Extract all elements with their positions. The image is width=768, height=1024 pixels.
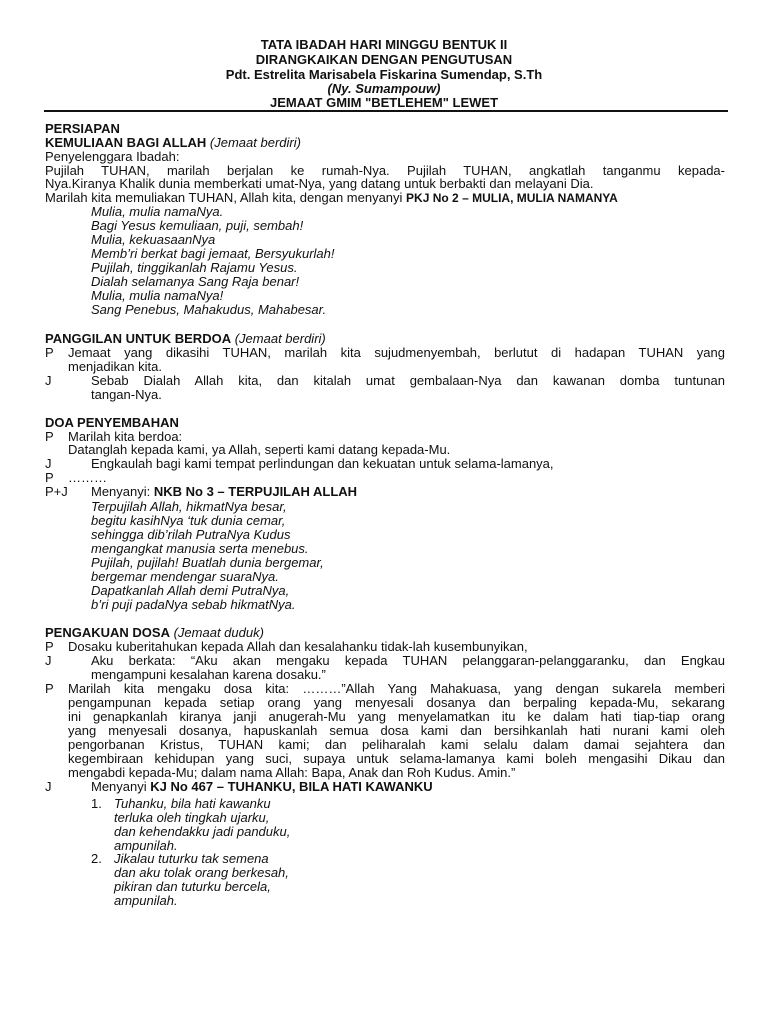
paragraph-line: Marilah kita mengaku dosa kita: ………”Allah Yang Mahakuasa, yang dengan sukarela memberi (68, 681, 725, 696)
speaker-label: Penyelenggara Ibadah: (45, 149, 180, 164)
lyric-line: mengangkat manusia serta menebus. (91, 541, 309, 556)
lyric-line: ampunilah. (114, 838, 178, 853)
section-title-panggilan: PANGGILAN UNTUK BERDOA (Jemaat berdiri) (45, 331, 326, 346)
lyric-line: Tuhanku, bila hati kawanku (114, 796, 271, 811)
paragraph-line: Nya.Kiranya Khalik dunia memberkati umat-Nya, yang datang untuk berbakti dan melayani Dia. (45, 176, 594, 191)
lyric-line: sehingga dib’rilah PutraNya Kudus (91, 527, 291, 542)
role-label-p: P (45, 639, 54, 654)
role-label-p: P (45, 429, 54, 444)
role-label-p: P (45, 681, 54, 696)
paragraph-line: tangan-Nya. (91, 387, 162, 402)
paragraph-line: Engkaulah bagi kami tempat perlindungan dan kekuatan untuk selama-lamanya, (91, 456, 554, 471)
lyric-line: pikiran dan tuturku bercela, (114, 879, 271, 894)
paragraph-line: pengampunan kepada setiap orang yang menyesali dosanya dan berpaling kepada-Mu, sekarang (68, 695, 725, 710)
header-divider (44, 110, 728, 112)
header-line-4: (Ny. Sumampouw) (327, 81, 441, 96)
paragraph-line: Datanglah kepada kami, ya Allah, seperti kami datang kepada-Mu. (68, 442, 451, 457)
verse-number: 2. (91, 851, 102, 866)
role-label-j: J (45, 373, 52, 388)
lyric-line: bergemar mendengar suaraNya. (91, 569, 279, 584)
role-label-j: J (45, 779, 52, 794)
header-line-3: Pdt. Estrelita Marisabela Fiskarina Sumendap, S.Th (225, 67, 543, 82)
lyric-line: begitu kasihNya ‘tuk dunia cemar, (91, 513, 286, 528)
song-announcement: Menyanyi KJ No 467 – TUHANKU, BILA HATI KAWANKU (91, 779, 433, 794)
paragraph-line: ini genapkanlah kiranya janji anugerah-Mu yang menyelamatkan itu ke dalam hati tiap-tiap orang (68, 709, 725, 724)
lyric-line: Mulia, mulia namaNya! (91, 288, 224, 303)
lyric-line: Memb’ri berkat bagi jemaat, Bersyukurlah! (91, 246, 335, 261)
lyric-line: Mulia, mulia namaNya. (91, 204, 224, 219)
lyric-line: dan aku tolak orang berkesah, (114, 865, 289, 880)
paragraph-line: ……… (68, 470, 107, 485)
lyric-line: Dapatkanlah Allah demi PutraNya, (91, 583, 290, 598)
header-line-2: DIRANGKAIKAN DENGAN PENGUTUSAN (255, 52, 513, 67)
paragraph-line: kegembiraan kehidupan yang suci, supaya untuk selama-lamanya kami boleh mengasihi Dikau dan (68, 751, 725, 766)
paragraph-line: Marilah kita berdoa: (68, 429, 183, 444)
header-line-5: JEMAAT GMIM "BETLEHEM" LEWET (269, 95, 499, 110)
lyric-line: ampunilah. (114, 893, 178, 908)
lyric-line: Jikalau tuturku tak semena (114, 851, 269, 866)
paragraph-line: Marilah kita memuliakan TUHAN, Allah kita, dengan menyanyi PKJ No 2 – MULIA, MULIA NAMANYA (45, 190, 618, 205)
lyric-line: Pujilah, tinggikanlah Rajamu Yesus. (91, 260, 298, 275)
paragraph-line: Jemaat yang dikasihi TUHAN, marilah kita sujudmenyembah, berlutut di hadapan TUHAN yang (68, 345, 725, 360)
lyric-line: dan kehendakku jadi panduku, (114, 824, 291, 839)
paragraph-line: Pujilah TUHAN, marilah berjalan ke rumah-Nya. Pujilah TUHAN, angkatlah tanganmu kepada- (45, 163, 725, 178)
section-title-persiapan: PERSIAPAN (45, 121, 120, 136)
lyric-line: Bagi Yesus kemuliaan, puji, sembah! (91, 218, 304, 233)
paragraph-line: Sebab Dialah Allah kita, dan kitalah umat gembalaan-Nya dan kawanan domba tuntunan (91, 373, 725, 388)
paragraph-line: pengorbanan Kristus, TUHAN kami; dan peliharalah kami selalu dalam damai sejahtera dan (68, 737, 725, 752)
song-announcement: Menyanyi: NKB No 3 – TERPUJILAH ALLAH (91, 484, 358, 499)
lyric-line: Dialah selamanya Sang Raja benar! (91, 274, 300, 289)
lyric-line: Pujilah, pujilah! Buatlah dunia bergemar, (91, 555, 324, 570)
lyric-line: Sang Penebus, Mahakudus, Mahabesar. (91, 302, 327, 317)
section-title-doa: DOA PENYEMBAHAN (45, 415, 179, 430)
role-label-pj: P+J (45, 484, 68, 499)
verse-number: 1. (91, 796, 102, 811)
header-line-1: TATA IBADAH HARI MINGGU BENTUK II (260, 37, 508, 52)
lyric-line: Mulia, kekuasaanNya (91, 232, 216, 247)
section-title-pengakuan: PENGAKUAN DOSA (Jemaat duduk) (45, 625, 264, 640)
paragraph-line: mengampuni kesalahan karena dosaku.” (91, 667, 326, 682)
lyric-line: terluka oleh tingkah ujarku, (114, 810, 270, 825)
paragraph-line: yang menyesali dosanya, hapuskanlah semua dosa kami dan bersihkanlah hati nurani kami oleh (68, 723, 725, 738)
paragraph-line: menjadikan kita. (68, 359, 162, 374)
role-label-p: P (45, 345, 54, 360)
lyric-line: Terpujilah Allah, hikmatNya besar, (91, 499, 287, 514)
role-label-j: J (45, 456, 52, 471)
paragraph-line: Aku berkata: “Aku akan mengaku kepada TUHAN pelanggaran-pelanggaranku, dan Engkau (91, 653, 725, 668)
role-label-j: J (45, 653, 52, 668)
lyric-line: b’ri puji padaNya sebab hikmatNya. (91, 597, 296, 612)
role-label-p: P (45, 470, 54, 485)
paragraph-line: mengabdi kepada-Mu; dalam nama Allah: Bapa, Anak dan Roh Kudus. Amin.” (68, 765, 516, 780)
paragraph-line: Dosaku kuberitahukan kepada Allah dan kesalahanku tidak-lah kusembunyikan, (68, 639, 528, 654)
subsection-kemuliaan: KEMULIAAN BAGI ALLAH (Jemaat berdiri) (45, 135, 301, 150)
